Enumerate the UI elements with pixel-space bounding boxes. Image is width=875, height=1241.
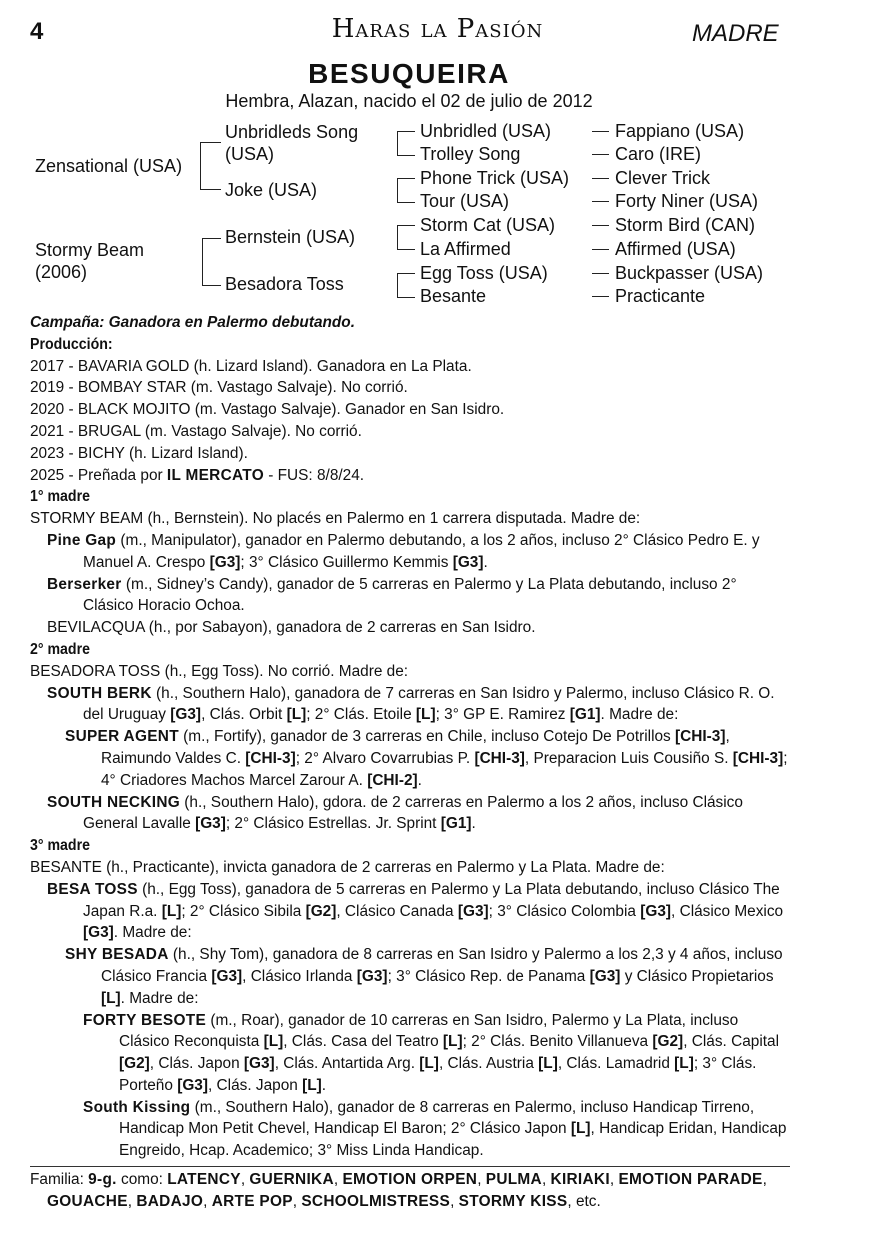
pedigree-gen2: Unbridleds Song <box>225 122 359 142</box>
production-item: 2017 - BAVARIA GOLD (h. Lizard Island). Ganadora en La Plata. <box>30 357 472 375</box>
offspring-name: FORTY BESOTE <box>83 1011 207 1029</box>
offspring-entry: BEVILACQUA (h., por Sabayon), ganadora de 2 carreras en San Isidro. <box>47 619 536 637</box>
second-dam-intro: BESADORA TOSS (h., Egg Toss). No corrió. Madre de: <box>30 662 409 680</box>
catalog-body <box>30 312 790 1162</box>
production-item: 2021 - BRUGAL (m. Vastago Salvaje). No corrió. <box>30 422 362 440</box>
pedigree-gen4: Practicante <box>615 286 706 306</box>
family-horse: LATENCY <box>167 1171 241 1188</box>
pedigree-gen3: La Affirmed <box>420 239 511 259</box>
pedigree-gen3: Phone Trick (USA) <box>420 168 570 188</box>
page-number: 4 <box>30 18 44 45</box>
family-horse: SCHOOLMISTRESS <box>301 1192 451 1210</box>
offspring-entry: Berserker (m., Sidney’s Candy), ganador de 5 carreras en Palermo y La Plata debutando, incluso 2° Clásico Horacio Ochoa. <box>47 575 737 615</box>
dash-line <box>592 178 609 179</box>
pedigree-gen3: Besante <box>420 286 487 306</box>
family-horse: GOUACHE <box>47 1192 128 1210</box>
pedigree-gen4: Fappiano (USA) <box>615 121 745 141</box>
campaign-line: Campaña: Ganadora en Palermo debutando. <box>30 314 355 331</box>
bracket-line <box>200 142 221 190</box>
stallion-name: IL MERCATO <box>166 466 264 484</box>
offspring-entry: Pine Gap (m., Manipulator), ganador en Palermo debutando, a los 2 años, incluso 2° Clásico Pedro E. y Manuel A. Crespo [G3]; 3° Clásico Guillermo Kemmis [G3]. <box>47 531 760 571</box>
offspring-entry: SHY BESADA (h., Shy Tom), ganadora de 8 carreras en San Isidro y Palermo a los 2,3 y 4 años, incluso Clásico Francia [G3], Clásico Irlanda [G3]; 3° Clásico Rep. de Panama [G3] y Clásico Propietarios [L]. Madre de: <box>65 946 783 1007</box>
offspring-entry: SOUTH NECKING (h., Southern Halo), gdora. de 2 carreras en Palermo a los 2 años, incluso Clásico General Lavalle [G3]; 2° Clásico Estrellas. Jr. Sprint [G1]. <box>47 793 743 833</box>
section-label: MADRE <box>692 20 779 47</box>
pedigree-sire: Zensational (USA) <box>35 156 183 176</box>
family-line: Familia: 9-g. como: LATENCY, GUERNIKA, EMOTION ORPEN, PULMA, KIRIAKI, EMOTION PARADE, GOUACHE, BADAJO, ARTE POP, SCHOOLMISTRESS, STORMY KISS, etc. <box>30 1171 767 1210</box>
pedigree-gen2: Besadora Toss <box>225 274 344 294</box>
offspring-entry: BESA TOSS (h., Egg Toss), ganadora de 5 carreras en Palermo y La Plata debutando, incluso Clásico The Japan R.a. [L]; 2° Clásico Sibila [G2], Clásico Canada [G3]; 3° Clásico Colombia [G3], Clásico Mexico [G3]. Madre de: <box>47 880 784 942</box>
offspring-name: SOUTH BERK <box>47 684 152 702</box>
pedigree-gen4: Forty Niner (USA) <box>615 191 759 211</box>
pedigree-gen4: Clever Trick <box>615 168 711 188</box>
pedigree-gen3: Storm Cat (USA) <box>420 215 556 235</box>
horse-name: BESUQUEIRA <box>308 58 510 89</box>
dash-line <box>592 249 609 250</box>
family-number: 9-g. <box>88 1171 117 1188</box>
pedigree-dam: Stormy Beam <box>35 240 145 260</box>
production-item: 2023 - BICHY (h. Lizard Island). <box>30 444 248 462</box>
production-item: 2019 - BOMBAY STAR (m. Vastago Salvaje). No corrió. <box>30 379 408 397</box>
pedigree-gen4: Affirmed (USA) <box>615 239 736 259</box>
pedigree-gen4: Storm Bird (CAN) <box>615 215 756 235</box>
offspring-name: BESA TOSS <box>47 880 138 898</box>
bracket-line <box>202 238 221 286</box>
family-horse: ARTE POP <box>211 1192 293 1210</box>
dash-line <box>592 131 609 132</box>
offspring-name: SHY BESADA <box>65 946 169 964</box>
family-horse: BADAJO <box>136 1192 204 1210</box>
third-dam-heading: 3° madre <box>30 837 90 855</box>
production-item: 2020 - BLACK MOJITO (m. Vastago Salvaje). Ganador en San Isidro. <box>30 401 505 419</box>
pedigree-gen4: Buckpasser (USA) <box>615 263 764 283</box>
first-dam-heading: 1° madre <box>30 488 90 506</box>
dash-line <box>592 296 609 297</box>
family-horse: PULMA <box>485 1171 542 1188</box>
pedigree-gen3: Unbridled (USA) <box>420 121 552 141</box>
bracket-line <box>397 273 415 298</box>
pedigree-gen2: Bernstein (USA) <box>225 227 356 247</box>
bracket-line <box>397 225 415 250</box>
production-heading: Producción: <box>30 335 113 353</box>
offspring-entry: SUPER AGENT (m., Fortify), ganador de 3 carreras en Chile, incluso Cotejo De Potrillos [CHI-3], Raimundo Valdes C. [CHI-3]; 2° Alvaro Covarrubias P. [CHI-3], Preparacion Luis Cousiño S. [CHI-3]; 4° Criadores Machos Marcel Zarour A. [CHI-2]. <box>65 728 788 789</box>
first-dam-intro: STORMY BEAM (h., Bernstein). No placés en Palermo en 1 carrera disputada. Madre de: <box>30 510 641 528</box>
offspring-entry: South Kissing (m., Southern Halo), ganador de 8 carreras en Palermo, incluso Handicap Tirreno, Handicap Mon Petit Chevel, Handicap El Baron; 2° Clásico Japon [L], Handicap Eridan, Handicap Engreido, Hcap. Academico; 3° Miss Linda Handicap. <box>83 1098 787 1160</box>
pedigree-gen3: Trolley Song <box>420 144 521 164</box>
offspring-entry: SOUTH BERK (h., Southern Halo), ganadora de 7 carreras en San Isidro y Palermo, incluso Clásico R. O. del Uruguay [G3], Clás. Orbit [L]; 2° Clás. Etoile [L]; 3° GP E. Ramirez [G1]. Madre de: <box>47 684 775 724</box>
family-horse: GUERNIKA <box>249 1171 334 1188</box>
dash-line <box>592 201 609 202</box>
pedigree-gen3: Tour (USA) <box>420 191 510 211</box>
dash-line <box>592 154 609 155</box>
bracket-line <box>397 131 415 156</box>
production-item: 2025 - Preñada por IL MERCATO - FUS: 8/8/24. <box>30 466 365 484</box>
offspring-name: South Kissing <box>83 1098 191 1116</box>
pedigree-gen2: (USA) <box>225 144 274 164</box>
dash-line <box>592 225 609 226</box>
third-dam-intro: BESANTE (h., Practicante), invicta ganadora de 2 carreras en Palermo y La Plata. Madre de: <box>30 858 665 876</box>
second-dam-heading: 2° madre <box>30 640 90 658</box>
offspring-entry: FORTY BESOTE (m., Roar), ganador de 10 carreras en San Isidro, Palermo y La Plata, incluso Clásico Reconquista [L], Clás. Casa del Teatro [L]; 2° Clás. Benito Villanueva [G2], Clás. Capital [G2], Clás. Japon [G3], Clás. Antartida Arg. [L], Clás. Austria [L], Clás. Lamadrid [L]; 3° Clás. Porteño [G3], Clás. Japon [L]. <box>83 1011 780 1094</box>
family-footer <box>30 1166 790 1213</box>
offspring-name: SOUTH NECKING <box>47 793 181 811</box>
pedigree-gen4: Caro (IRE) <box>615 144 702 164</box>
pedigree-gen2: Joke (USA) <box>225 180 318 200</box>
pedigree-dam-year: (2006) <box>35 262 88 282</box>
dash-line <box>592 273 609 274</box>
bracket-line <box>397 178 415 203</box>
offspring-name: SUPER AGENT <box>65 728 179 746</box>
family-horse: KIRIAKI <box>550 1171 610 1188</box>
family-horse: EMOTION PARADE <box>618 1171 763 1188</box>
family-horse: EMOTION ORPEN <box>342 1171 478 1188</box>
offspring-name: Pine Gap <box>47 531 117 549</box>
family-horse: STORMY KISS <box>458 1192 568 1210</box>
offspring-name: Berserker <box>47 575 122 593</box>
farm-name: Haras la Pasión <box>331 14 544 44</box>
horse-description: Hembra, Alazan, nacido el 02 de julio de 2012 <box>225 91 593 111</box>
pedigree-gen3: Egg Toss (USA) <box>420 263 548 283</box>
